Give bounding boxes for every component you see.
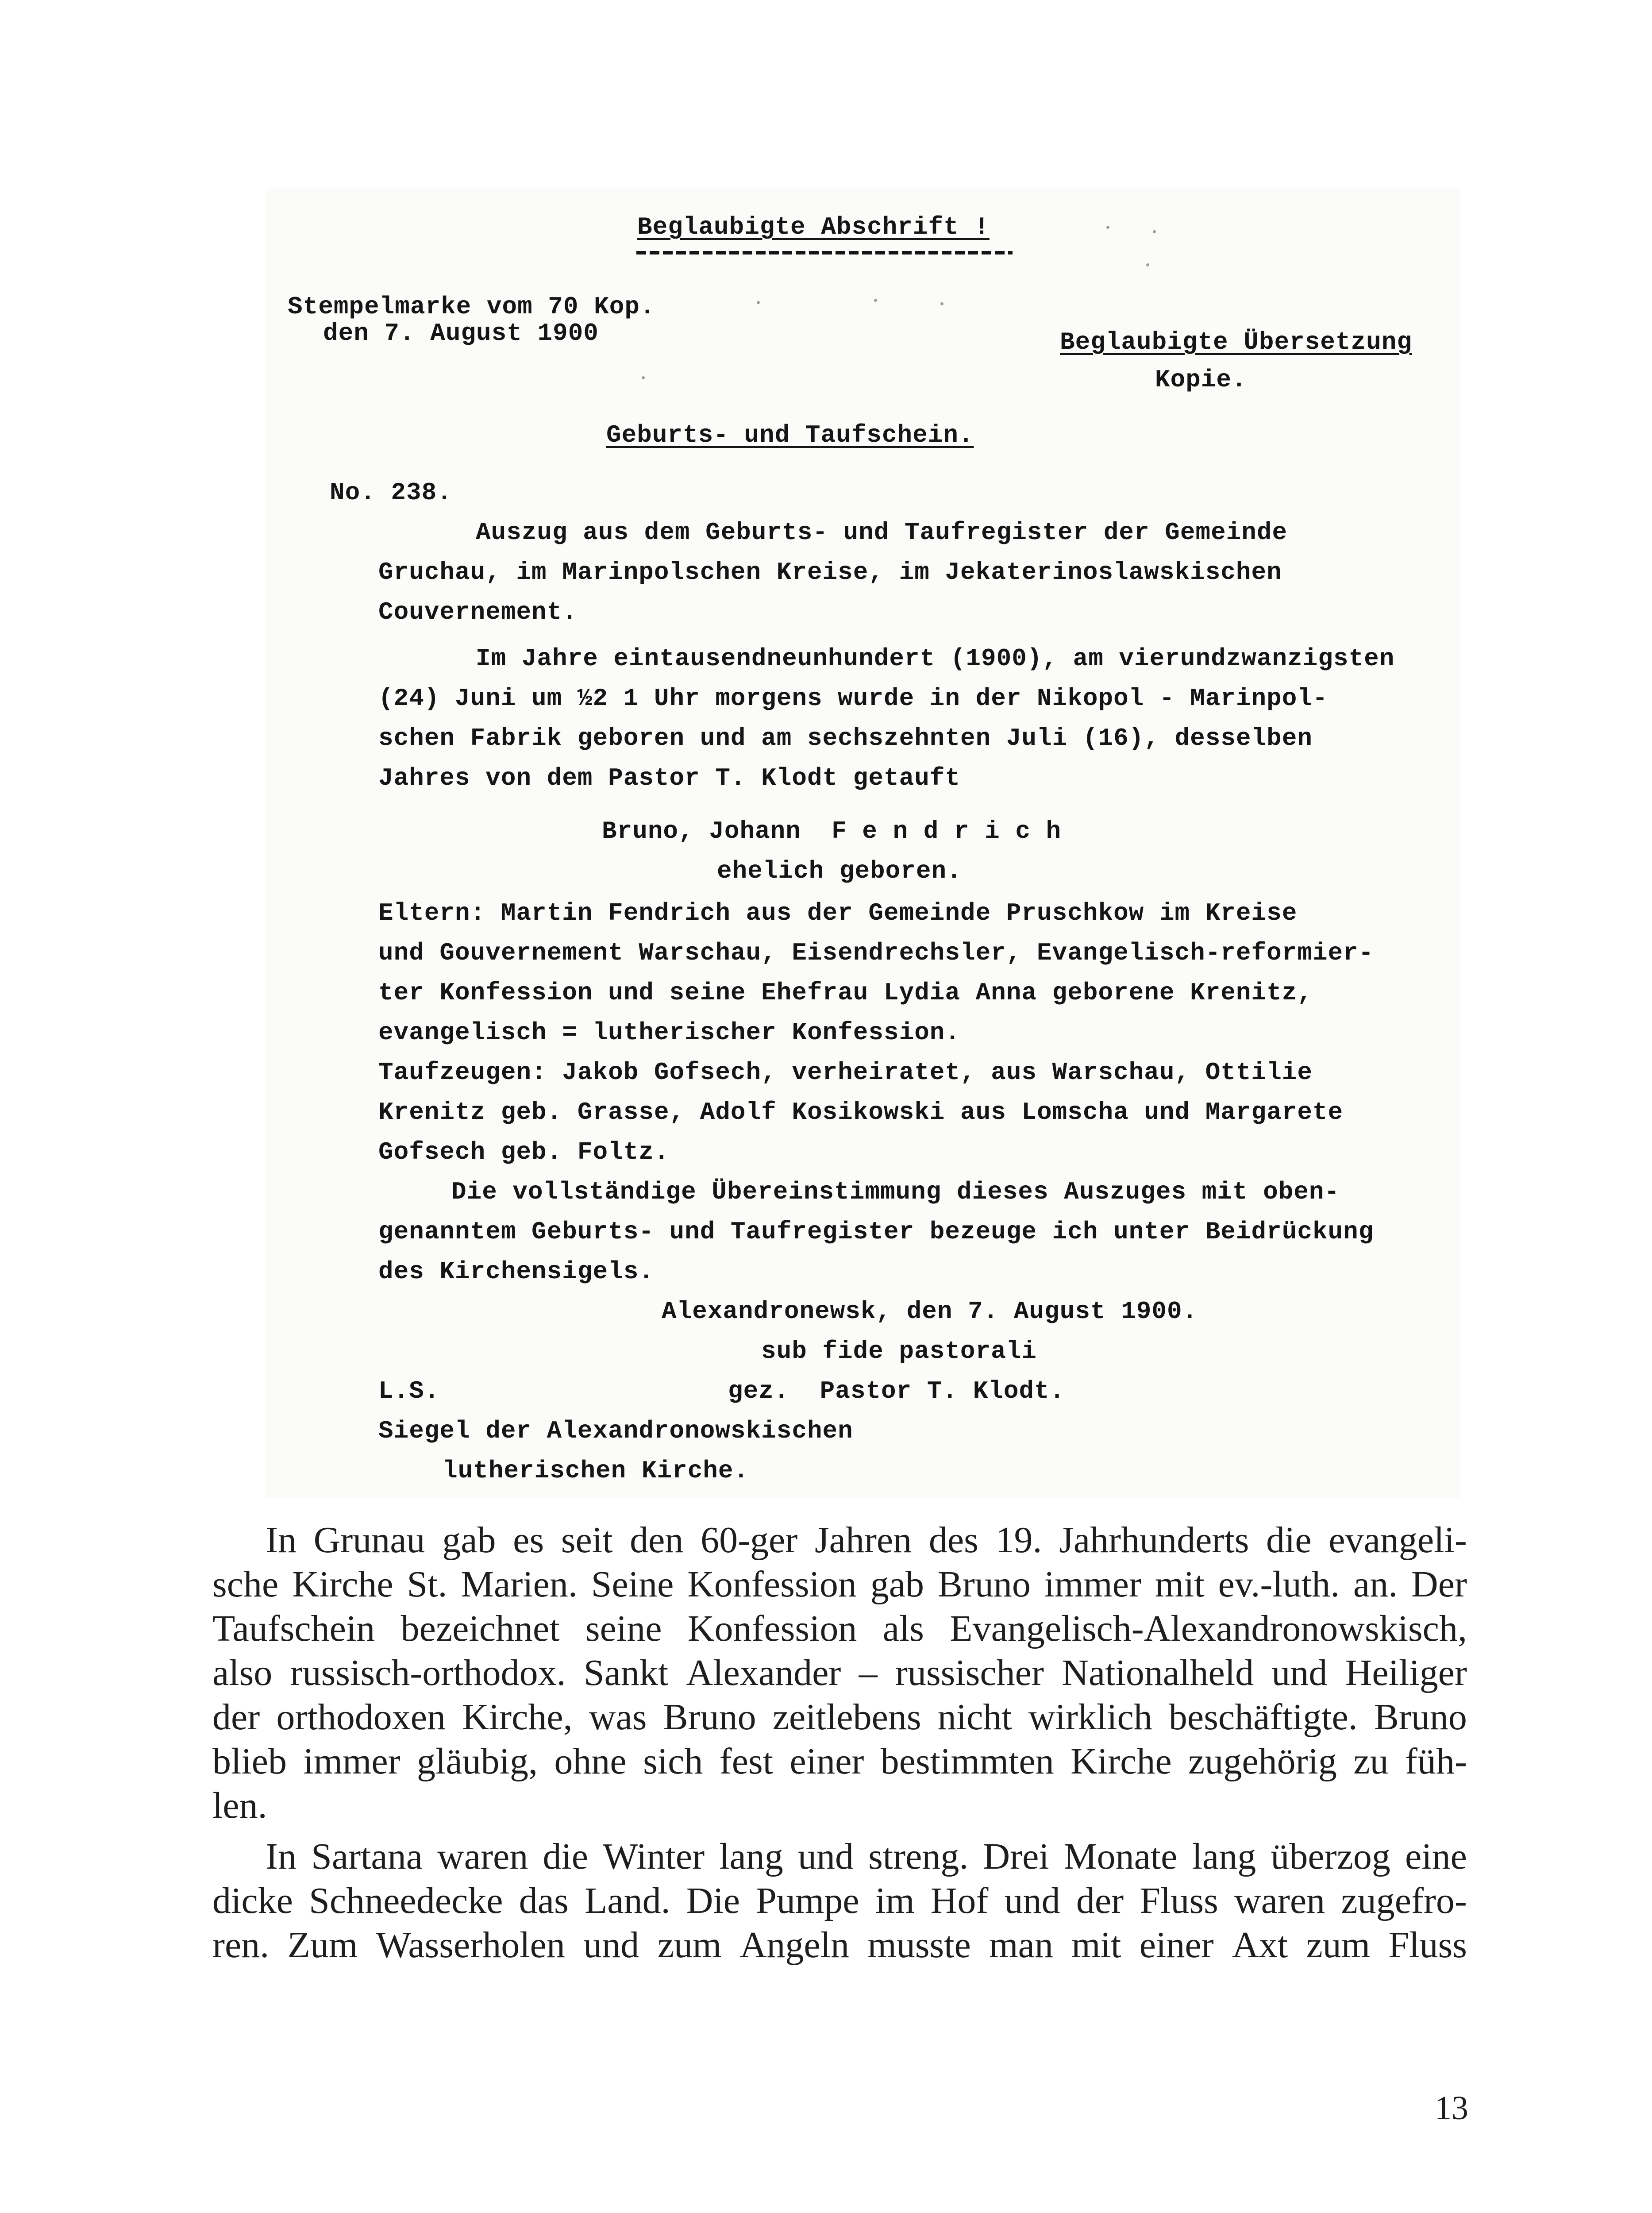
text-line: blieb immer gläubig, ohne sich fest einer bestimmten Kirche zugehörig zu füh- xyxy=(212,1741,1467,1782)
signature-line: gez. Pastor T. Klodt. xyxy=(728,1377,1065,1405)
scan-speck xyxy=(874,299,877,302)
scan-speck xyxy=(940,302,943,305)
scan-speck xyxy=(642,376,645,379)
paragraph-2 xyxy=(212,1835,1467,1967)
text-line: len. xyxy=(212,1785,267,1826)
copy-label: Kopie. xyxy=(1155,366,1247,394)
text-line: der orthodoxen Kirche, was Bruno zeitlebens nicht wirklich beschäftigte. Bruno xyxy=(212,1696,1467,1738)
scan-speck xyxy=(757,301,760,304)
scan-line: Auszug aus dem Geburts- und Taufregister der Gemeinde xyxy=(476,518,1288,547)
scan-speck xyxy=(1106,226,1109,229)
scan-line: Gofsech geb. Foltz. xyxy=(378,1138,670,1166)
scan-line: genanntem Geburts- und Taufregister bezeuge ich unter Beidrückung xyxy=(378,1218,1374,1246)
scan-line: Die vollständige Übereinstimmung dieses Auszuges mit oben- xyxy=(451,1178,1340,1206)
scan-line: sub fide pastorali xyxy=(761,1337,1037,1365)
scan-line: ter Konfession und seine Ehefrau Lydia Anna geborene Krenitz, xyxy=(378,979,1313,1007)
scan-line: des Kirchensigels. xyxy=(378,1257,654,1286)
scan-line-name: Bruno, Johann F e n d r i c h xyxy=(602,817,1062,845)
scan-line: Im Jahre eintausendneunhundert (1900), am vierundzwanzigsten xyxy=(476,644,1395,673)
scan-line: schen Fabrik geboren und am sechszehnten Juli (16), desselben xyxy=(378,724,1313,752)
text-line: In Grunau gab es seit den 60-ger Jahren des 19. Jahrhunderts die evangeli- xyxy=(266,1519,1467,1561)
translation-heading: Beglaubigte Übersetzung xyxy=(1060,328,1412,356)
scan-line: lutherischen Kirche. xyxy=(443,1457,749,1485)
stamp-line-2: den 7. August 1900 xyxy=(323,319,599,347)
title-divider xyxy=(636,251,1013,254)
scan-line: Jahres von dem Pastor T. Klodt getauft xyxy=(378,764,961,792)
scan-line: Siegel der Alexandronowskischen xyxy=(378,1417,853,1445)
certificate-title: Geburts- und Taufschein. xyxy=(606,421,974,449)
scan-line: Gruchau, im Marinpolschen Kreise, im Jekaterinoslawskischen xyxy=(378,558,1282,586)
scan-line: Eltern: Martin Fendrich aus der Gemeinde Pruschkow im Kreise xyxy=(378,899,1298,927)
text-line: dicke Schneedecke das Land. Die Pumpe im Hof und der Fluss waren zugefro- xyxy=(212,1880,1467,1921)
scan-title: Beglaubigte Abschrift ! xyxy=(637,213,990,241)
paragraph-1 xyxy=(212,1518,1467,1828)
scan-line: und Gouvernement Warschau, Eisendrechsler, Evangelisch-reformier- xyxy=(378,939,1374,967)
document-scan xyxy=(266,188,1460,1498)
text-line: sche Kirche St. Marien. Seine Konfession gab Bruno immer mit ev.-luth. an. Der xyxy=(212,1564,1467,1605)
text-line: In Sartana waren die Winter lang und streng. Drei Monate lang überzog eine xyxy=(266,1836,1467,1877)
scan-speck xyxy=(1153,230,1156,233)
certificate-number: No. 238. xyxy=(330,478,452,507)
scan-line: Couvernement. xyxy=(378,598,578,626)
text-line: also russisch-orthodox. Sankt Alexander – russischer Nationalheld und Heiliger xyxy=(212,1652,1467,1693)
place-date-line: Alexandronewsk, den 7. August 1900. xyxy=(662,1297,1198,1326)
scan-line: evangelisch = lutherischer Konfession. xyxy=(378,1018,961,1047)
text-line: ren. Zum Wasserholen und zum Angeln musste man mit einer Axt zum Fluss xyxy=(212,1924,1467,1966)
seal-abbreviation: L.S. xyxy=(378,1377,440,1405)
page-number: 13 xyxy=(1435,2090,1468,2127)
scan-line: (24) Juni um ½2 1 Uhr morgens wurde in der Nikopol - Marinpol- xyxy=(378,684,1328,713)
scan-line: Krenitz geb. Grasse, Adolf Kosikowski aus Lomscha und Margarete xyxy=(378,1098,1344,1126)
scan-speck xyxy=(1146,263,1149,266)
text-line: Taufschein bezeichnet seine Konfession als Evangelisch-Alexandronowskisch, xyxy=(212,1608,1467,1649)
scan-line: Taufzeugen: Jakob Gofsech, verheiratet, aus Warschau, Ottilie xyxy=(378,1058,1313,1087)
scan-line: ehelich geboren. xyxy=(717,857,962,885)
stamp-line-1: Stempelmarke vom 70 Kop. xyxy=(288,293,655,321)
